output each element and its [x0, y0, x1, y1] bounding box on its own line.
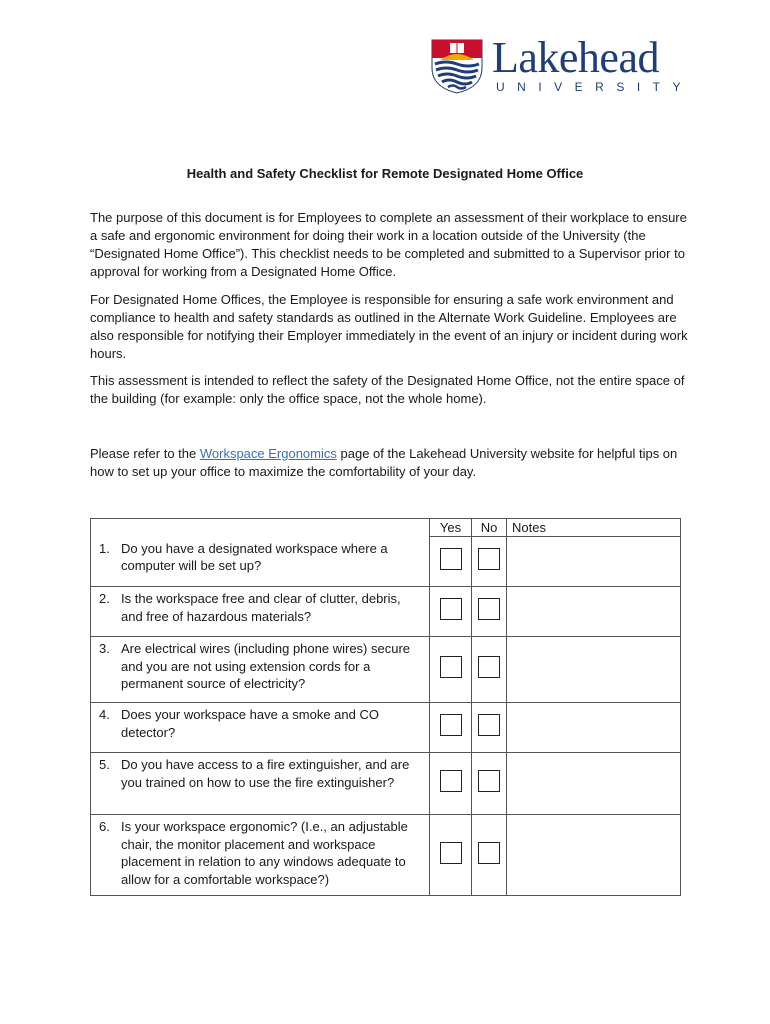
question-text: Do you have a designated workspace where a computer will be set up? — [121, 540, 388, 573]
table-row — [91, 753, 681, 815]
table-row — [91, 703, 681, 753]
yes-header: Yes — [430, 519, 472, 537]
question-number: 6. — [99, 819, 110, 834]
notes-cell[interactable] — [507, 637, 681, 703]
notes-cell[interactable] — [507, 703, 681, 753]
question-number: 1. — [99, 540, 110, 556]
ergonomics-paragraph — [90, 445, 690, 481]
table-header-row — [91, 519, 681, 537]
yes-checkbox[interactable] — [440, 842, 462, 864]
table-row — [91, 537, 681, 587]
no-checkbox[interactable] — [478, 714, 500, 736]
no-header: No — [472, 519, 507, 537]
notes-cell[interactable] — [507, 537, 681, 587]
no-checkbox[interactable] — [478, 770, 500, 792]
checklist-table — [90, 518, 681, 896]
yes-checkbox[interactable] — [440, 548, 462, 570]
notes-cell[interactable] — [507, 587, 681, 637]
ergonomics-text-after: page of the Lakehead University website for helpful tips on how to set up your office to maximize the comfortability of your day. — [90, 446, 678, 479]
notes-header: Notes — [507, 519, 681, 537]
question-number: 5. — [99, 757, 110, 772]
logo-wordmark: Lakehead — [492, 33, 659, 82]
purpose-paragraph: The purpose of this document is for Employees to complete an assessment of their workplace to ensure a safe and ergonomic environment for doing their work in a location outside of the University (the “Designated Home Office”). This checklist needs to be completed and submitted to a Supervisor prior to approval for working from a Designated Home Office. — [90, 210, 687, 279]
question-number: 2. — [99, 591, 110, 606]
question-number: 4. — [99, 707, 110, 722]
table-row — [91, 637, 681, 703]
no-checkbox[interactable] — [478, 548, 500, 570]
no-checkbox[interactable] — [478, 598, 500, 620]
document-title: Health and Safety Checklist for Remote Designated Home Office — [186, 166, 584, 181]
no-checkbox[interactable] — [478, 656, 500, 678]
ergonomics-text-before: Please refer to the — [90, 446, 200, 461]
question-text: Does your workspace have a smoke and CO detector? — [121, 707, 379, 740]
scope-paragraph: This assessment is intended to reflect the safety of the Designated Home Office, not the entire space of the building (for example: only the office space, not the whole home). — [90, 373, 685, 406]
question-header — [91, 519, 430, 537]
question-text: Are electrical wires (including phone wires) secure and you are not using extension cords for a permanent source of electricity? — [121, 641, 411, 691]
workspace-ergonomics-link[interactable]: Workspace Ergonomics — [199, 446, 337, 461]
yes-checkbox[interactable] — [440, 598, 462, 620]
table-row — [91, 587, 681, 637]
notes-cell[interactable] — [507, 815, 681, 896]
yes-checkbox[interactable] — [440, 714, 462, 736]
responsibility-paragraph: For Designated Home Offices, the Employee is responsible for ensuring a safe work environment and compliance to health and safety standards as outlined in the Alternate Work Guideline. Employees are also responsible for notifying their Employer immediately in the event of an injury or incident during work hours. — [90, 292, 688, 361]
lakehead-shield-icon — [430, 38, 484, 94]
yes-checkbox[interactable] — [440, 656, 462, 678]
notes-cell[interactable] — [507, 753, 681, 815]
lakehead-logo — [430, 33, 694, 98]
question-text: Is your workspace ergonomic? (I.e., an adjustable chair, the monitor placement and workspace placement in relation to any windows adequate to allow for a comfortable workspace?) — [121, 819, 408, 887]
table-row — [91, 815, 681, 896]
logo-subtitle: UNIVERSITY — [496, 80, 694, 94]
question-text: Is the workspace free and clear of clutter, debris, and free of hazardous materials? — [121, 591, 401, 624]
question-number: 3. — [99, 641, 110, 656]
no-checkbox[interactable] — [478, 842, 500, 864]
question-text: Do you have access to a fire extinguisher, and are you trained on how to use the fire extinguisher? — [121, 757, 410, 790]
yes-checkbox[interactable] — [440, 770, 462, 792]
